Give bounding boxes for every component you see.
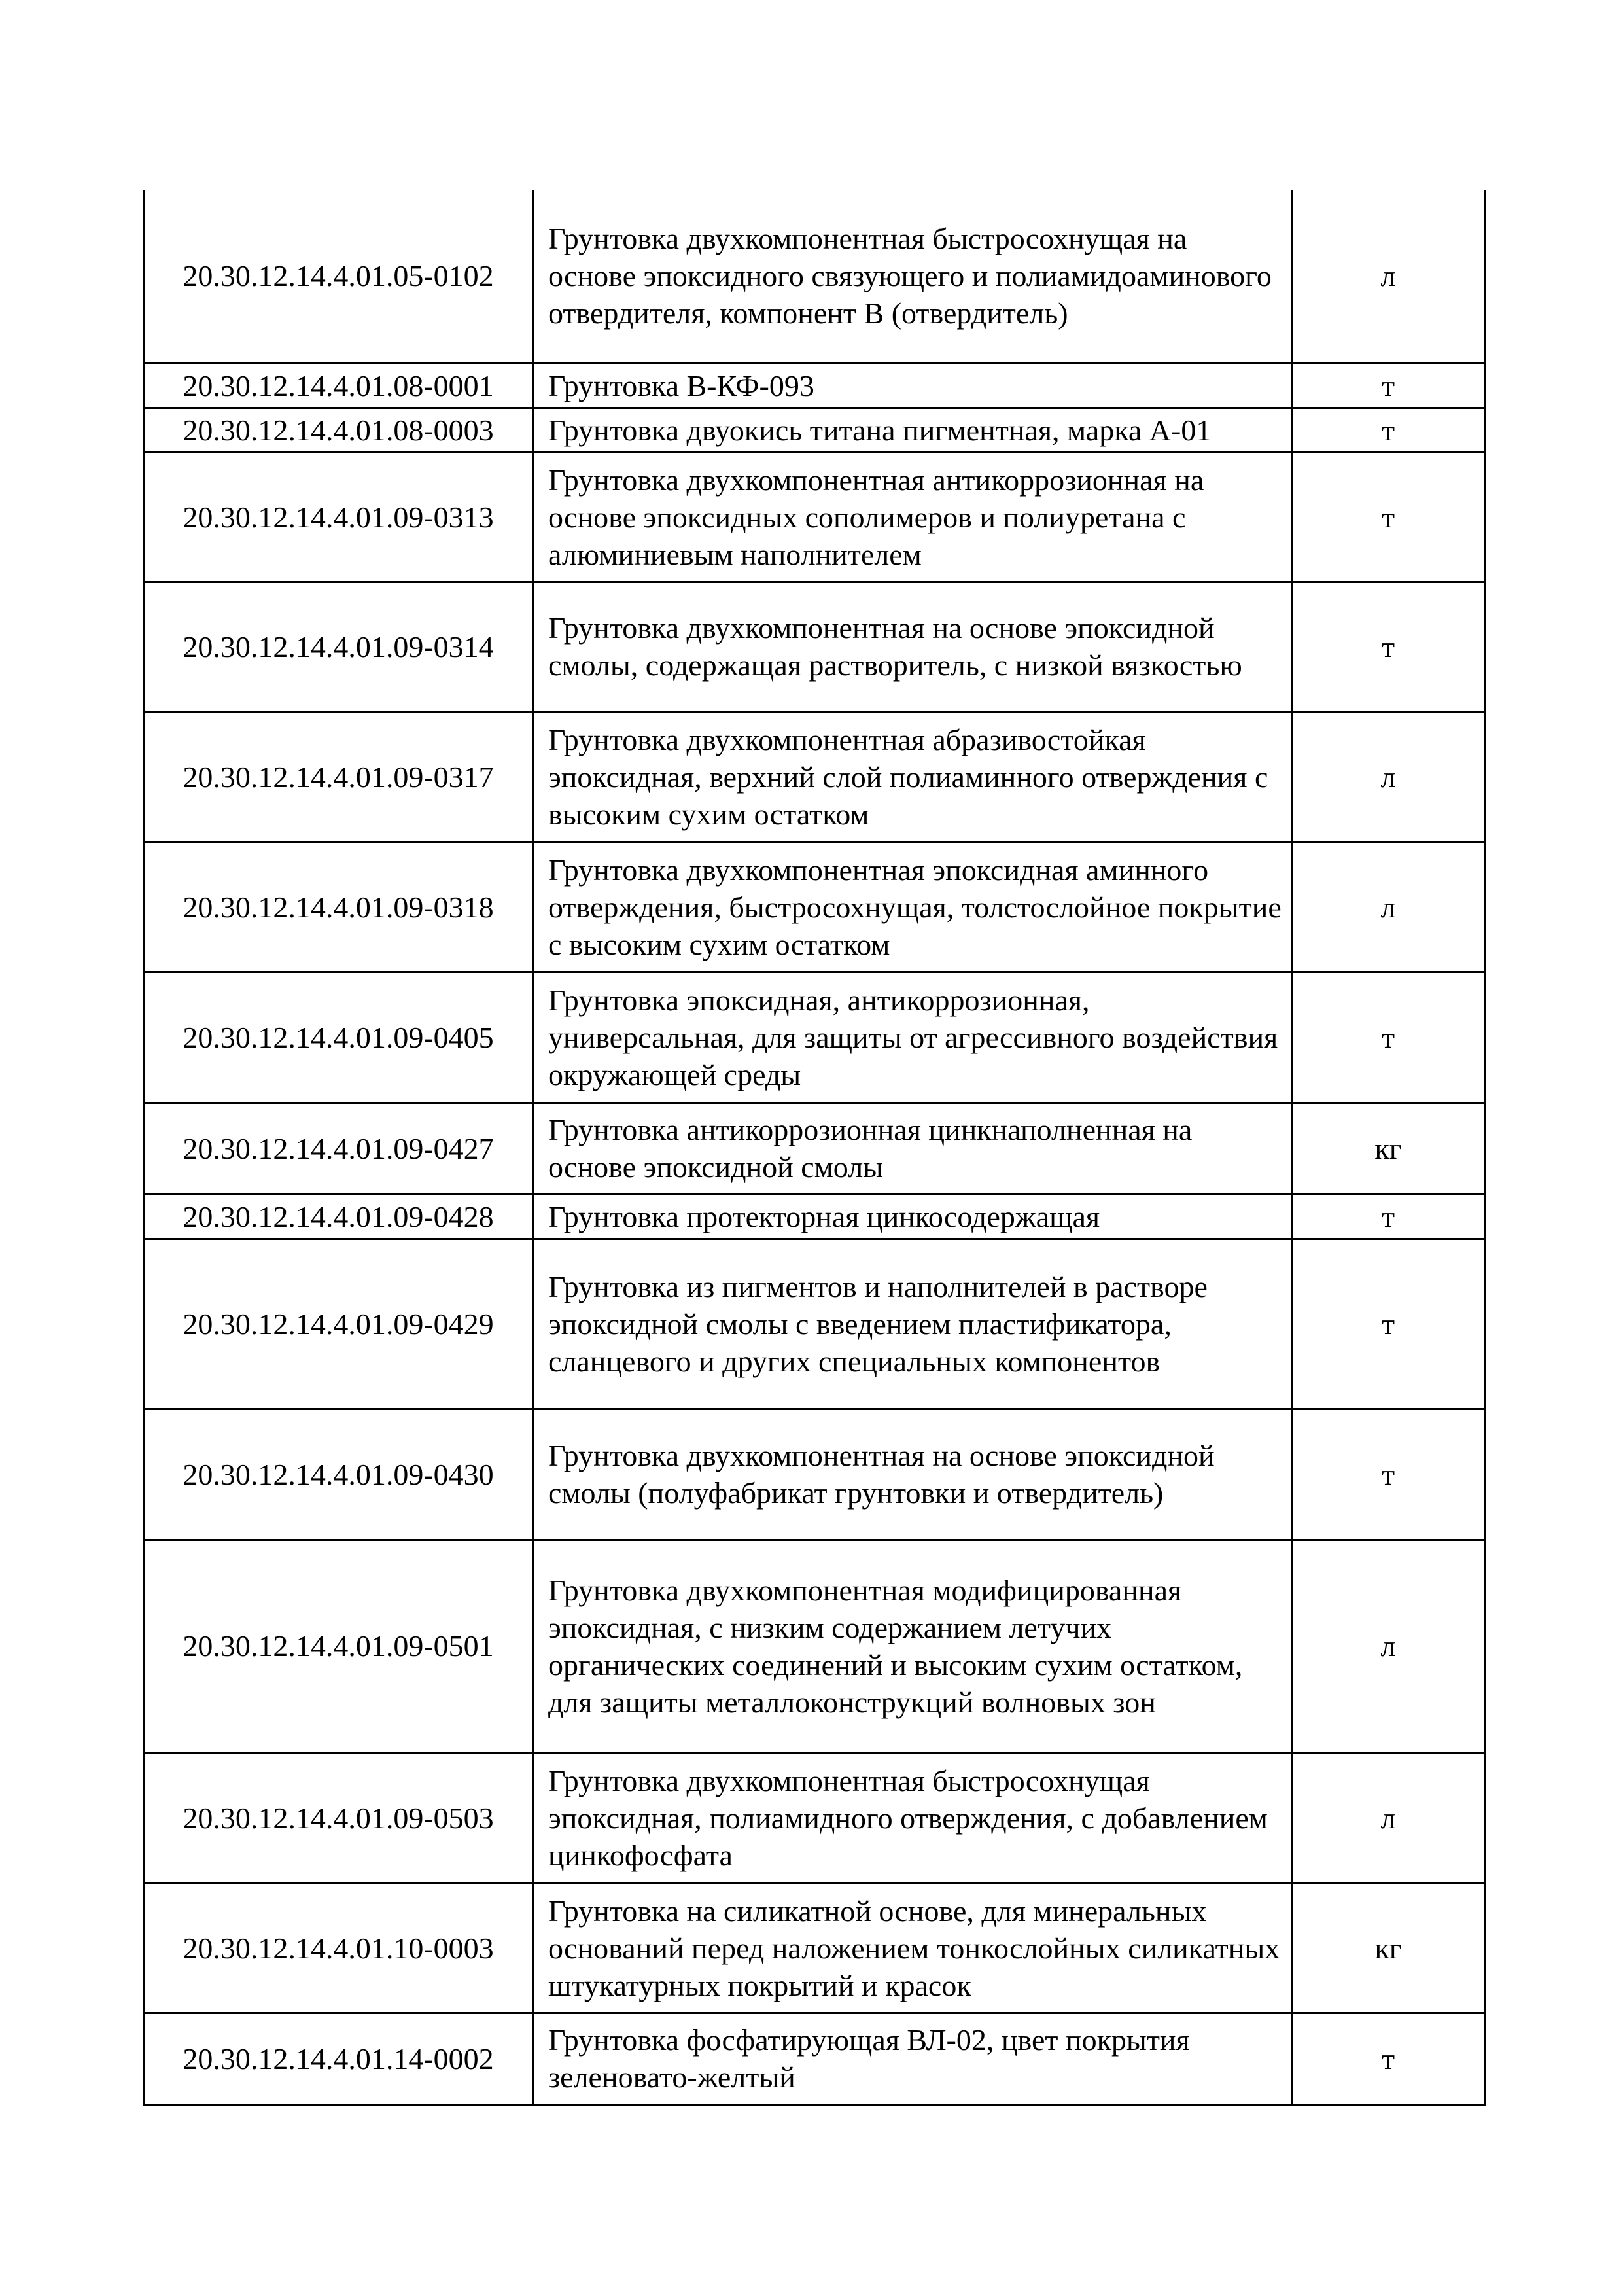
material-unit: л [1292, 1752, 1485, 1883]
material-name [533, 1239, 1292, 1409]
material-unit: т [1292, 1409, 1485, 1540]
material-code: 20.30.12.14.4.01.05-0102 [144, 190, 533, 363]
material-code: 20.30.12.14.4.01.09-0313 [144, 452, 533, 582]
document-page [143, 190, 1484, 2106]
material-unit: кг [1292, 1883, 1485, 2013]
material-name-text: Грунтовка двухкомпонентная модифицированная эпоксидная, с низким содержанием летучих органических соединений и высоким сухим остатком, для защиты металлоконструкций волновых зон [548, 1573, 1243, 1719]
material-name-text: Грунтовка эпоксидная, антикоррозионная, универсальная, для защиты от агрессивного воздействия окружающей среды [548, 983, 1278, 1091]
material-unit: л [1292, 190, 1485, 363]
material-name [533, 2013, 1292, 2104]
material-name-text: Грунтовка двухкомпонентная антикоррозионная на основе эпоксидных сополимеров и полиуретана с алюминиевым наполнителем [548, 463, 1204, 571]
table-row [144, 972, 1485, 1103]
material-unit: т [1292, 363, 1485, 408]
material-name-text: Грунтовка двухкомпонентная быстросохнущая эпоксидная, полиамидного отверждения, с добавлением цинкофосфата [548, 1763, 1268, 1872]
material-code: 20.30.12.14.4.01.08-0003 [144, 408, 533, 452]
material-unit: т [1292, 1239, 1485, 1409]
material-code: 20.30.12.14.4.01.09-0314 [144, 582, 533, 711]
table-row [144, 1194, 1485, 1239]
table-row [144, 1883, 1485, 2013]
material-code: 20.30.12.14.4.01.14-0002 [144, 2013, 533, 2104]
material-name [533, 711, 1292, 842]
material-code: 20.30.12.14.4.01.09-0318 [144, 842, 533, 972]
material-code: 20.30.12.14.4.01.08-0001 [144, 363, 533, 408]
material-name-text: Грунтовка двухкомпонентная на основе эпоксидной смолы, содержащая растворитель, с низкой вязкостью [548, 611, 1242, 682]
table-row [144, 408, 1485, 452]
material-name [533, 842, 1292, 972]
material-unit: т [1292, 582, 1485, 711]
table-row [144, 1752, 1485, 1883]
material-name-text: Грунтовка двухкомпонентная эпоксидная аминного отверждения, быстросохнущая, толстослойное покрытие с высоким сухим остатком [548, 853, 1282, 961]
material-name-text: Грунтовка двухкомпонентная на основе эпоксидной смолы (полуфабрикат грунтовки и отвердитель) [548, 1439, 1215, 1510]
material-name [533, 408, 1292, 452]
material-code: 20.30.12.14.4.01.09-0429 [144, 1239, 533, 1409]
material-name [533, 1194, 1292, 1239]
material-name [533, 972, 1292, 1103]
material-code: 20.30.12.14.4.01.09-0317 [144, 711, 533, 842]
material-code: 20.30.12.14.4.01.10-0003 [144, 1883, 533, 2013]
table-row [144, 711, 1485, 842]
material-code: 20.30.12.14.4.01.09-0427 [144, 1103, 533, 1194]
material-name [533, 1103, 1292, 1194]
material-name-text: Грунтовка антикоррозионная цинкнаполненная на основе эпоксидной смолы [548, 1113, 1193, 1184]
material-unit: л [1292, 711, 1485, 842]
material-name-text: Грунтовка В-КФ-093 [548, 368, 814, 402]
material-name [533, 1540, 1292, 1752]
material-name-text: Грунтовка фосфатирующая ВЛ-02, цвет покрытия зеленовато-желтый [548, 2023, 1190, 2094]
material-name-text: Грунтовка на силикатной основе, для минеральных оснований перед наложением тонкослойных силикатных штукатурных покрытий и красок [548, 1894, 1280, 2002]
material-unit: т [1292, 408, 1485, 452]
table-row [144, 1540, 1485, 1752]
material-code: 20.30.12.14.4.01.09-0428 [144, 1194, 533, 1239]
material-name-text: Грунтовка двухкомпонентная быстросохнущая на основе эпоксидного связующего и полиамидоаминового отвердителя, компонент В (отвердитель) [548, 222, 1272, 330]
material-name [533, 1752, 1292, 1883]
table-row [144, 1239, 1485, 1409]
material-unit: л [1292, 1540, 1485, 1752]
materials-table [143, 190, 1486, 2106]
table-row [144, 582, 1485, 711]
table-row [144, 452, 1485, 582]
table-row [144, 190, 1485, 363]
material-unit: кг [1292, 1103, 1485, 1194]
table-row [144, 842, 1485, 972]
material-unit: т [1292, 2013, 1485, 2104]
material-name [533, 363, 1292, 408]
material-unit: т [1292, 972, 1485, 1103]
material-name [533, 1883, 1292, 2013]
material-unit: т [1292, 452, 1485, 582]
material-name [533, 1409, 1292, 1540]
material-name [533, 452, 1292, 582]
material-unit: л [1292, 842, 1485, 972]
table-row [144, 2013, 1485, 2104]
material-code: 20.30.12.14.4.01.09-0501 [144, 1540, 533, 1752]
material-name-text: Грунтовка из пигментов и наполнителей в растворе эпоксидной смолы с введением пластификатора, сланцевого и других специальных компонентов [548, 1269, 1208, 1378]
table-row [144, 1409, 1485, 1540]
material-unit: т [1292, 1194, 1485, 1239]
material-code: 20.30.12.14.4.01.09-0503 [144, 1752, 533, 1883]
table-row [144, 363, 1485, 408]
material-name-text: Грунтовка двухкомпонентная абразивостойкая эпоксидная, верхний слой полиаминного отверждения с высоким сухим остатком [548, 722, 1268, 831]
table-body [144, 190, 1485, 2104]
table-row [144, 1103, 1485, 1194]
material-code: 20.30.12.14.4.01.09-0405 [144, 972, 533, 1103]
material-name [533, 582, 1292, 711]
material-name-text: Грунтовка двуокись титана пигментная, марка А-01 [548, 413, 1212, 447]
material-name [533, 190, 1292, 363]
material-name-text: Грунтовка протекторная цинкосодержащая [548, 1199, 1100, 1233]
material-code: 20.30.12.14.4.01.09-0430 [144, 1409, 533, 1540]
